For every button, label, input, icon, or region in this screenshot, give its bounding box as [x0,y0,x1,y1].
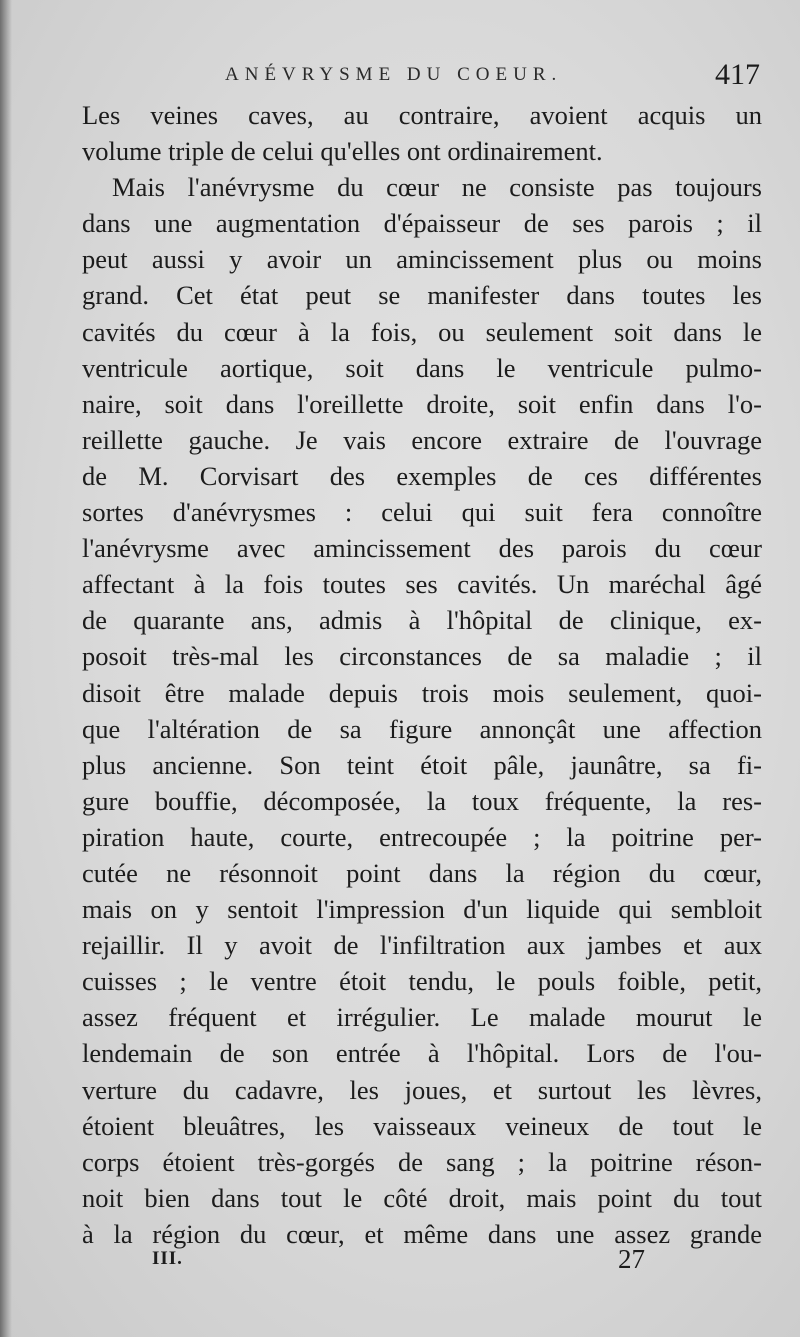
text-line: plus ancienne. Son teint étoit pâle, jaunâtre, sa fi- [82,749,762,780]
gathering-number: 27 [618,1244,645,1274]
body-text [82,97,762,1252]
text-line: grand. Cet état peut se manifester dans toutes les [82,280,762,311]
text-line: dans une augmentation d'épaisseur de ses parois ; il [82,208,762,239]
text-line: rejaillir. Il y avoit de l'infiltration aux jambes et aux [82,930,762,961]
page-footer [80,1244,760,1284]
text-line: gure bouffie, décomposée, la toux fréquente, la res- [82,785,762,816]
text-line: sortes d'anévrysmes : celui qui suit fera connoître [82,497,762,528]
text-line: de quarante ans, admis à l'hôpital de clinique, ex- [82,605,762,636]
text-line: naire, soit dans l'oreillette droite, soit enfin dans l'o- [82,388,762,419]
text-line: affectant à la fois toutes ses cavités. Un maréchal âgé [82,569,762,600]
text-line: disoit être malade depuis trois mois seulement, quoi- [82,677,762,708]
text-line: lendemain de son entrée à l'hôpital. Lors de l'ou- [82,1038,762,1069]
running-head [80,58,760,98]
text-line: l'anévrysme avec amincissement des parois du cœur [82,533,762,564]
text-line: peut aussi y avoir un amincissement plus ou moins [82,244,762,275]
text-line: à la région du cœur, et même dans une assez grande [82,1218,762,1249]
text-line: reillette gauche. Je vais encore extraire de l'ouvrage [82,424,762,455]
text-line: piration haute, courte, entrecoupée ; la poitrine per- [82,821,762,852]
text-line: corps étoient très-gorgés de sang ; la poitrine réson- [82,1146,762,1177]
text-line: étoient bleuâtres, les vaisseaux veineux de tout le [82,1110,762,1141]
text-line: assez fréquent et irrégulier. Le malade mourut le [82,1002,762,1033]
text-line: mais on y sentoit l'impression d'un liquide qui sembloit [82,894,762,925]
signature-mark: III. [152,1248,183,1269]
text-line: ventricule aortique, soit dans le ventricule pulmo- [82,352,762,383]
text-line: cuisses ; le ventre étoit tendu, le pouls foible, petit, [82,966,762,997]
page-number: 417 [715,58,760,91]
text-line: Les veines caves, au contraire, avoient acquis un [82,100,762,130]
text-line: que l'altération de sa figure annonçât une affection [82,713,762,744]
text-line: verture du cadavre, les joues, et surtout les lèvres, [82,1074,762,1105]
text-line: cavités du cœur à la fois, ou seulement soit dans le [82,316,762,347]
text-line: cutée ne résonnoit point dans la région du cœur, [82,857,762,888]
text-line: volume triple de celui qu'elles ont ordinairement. [82,136,603,167]
running-title: ANÉVRYSME DU COEUR. [225,64,563,85]
text-line: noit bien dans tout le côté droit, mais point du tout [82,1182,762,1213]
text-line: Mais l'anévrysme du cœur ne consiste pas toujours [112,172,762,203]
page-gutter-shadow [0,0,12,1337]
text-line: de M. Corvisart des exemples de ces différentes [82,460,762,491]
text-line: posoit très-mal les circonstances de sa maladie ; il [82,641,762,672]
